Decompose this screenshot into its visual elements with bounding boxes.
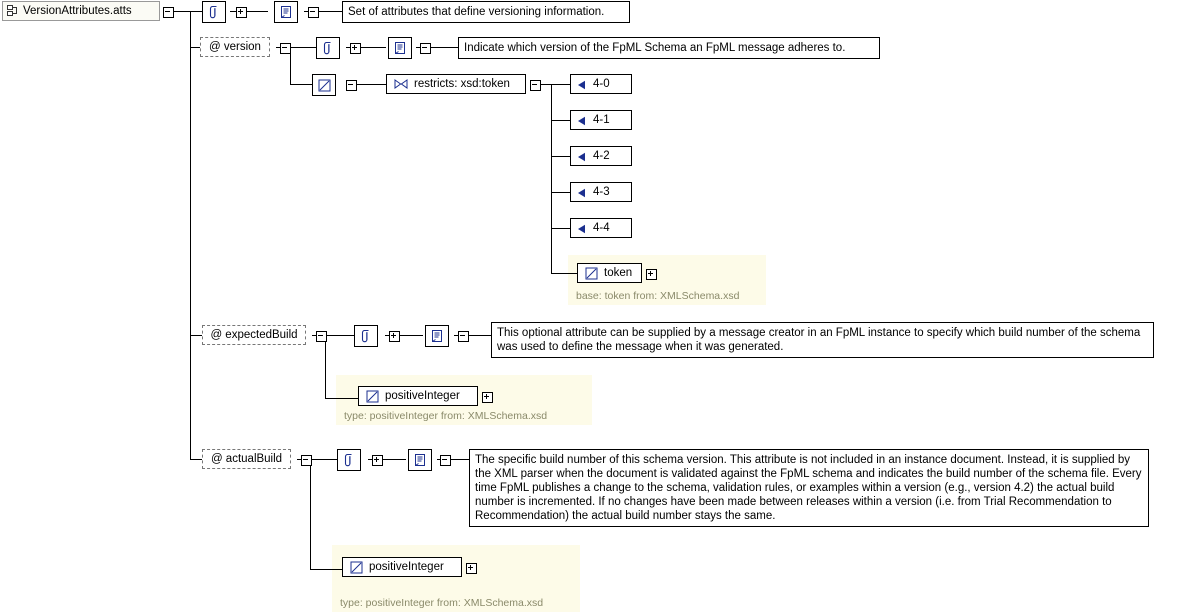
attribute-expectedbuild-label: @ expectedBuild [210,329,298,341]
attribute-expectedbuild[interactable] [202,325,306,345]
enum-value[interactable] [570,110,632,130]
actualbuild-type-label: positiveInteger [369,561,444,573]
connector [190,335,202,336]
connector [540,84,570,85]
documentation-icon[interactable] [425,325,449,347]
attribute-actualbuild-label: @ actualBuild [210,453,283,465]
expectedbuild-documentation: This optional attribute can be supplied by a message creator in an FpML instance to specify which build number of the schema was used to define the message when it was generated. [491,322,1154,358]
actualbuild-collapse-toggle[interactable] [301,455,312,466]
enumeration-icon [576,224,587,234]
enumeration-icon [576,116,587,126]
attribute-actualbuild[interactable] [202,449,291,469]
root-collapse-toggle[interactable] [163,7,174,18]
attribute-group-icon [7,5,18,17]
restriction-collapse-toggle[interactable] [530,80,541,91]
connector [310,569,342,570]
connector [190,459,202,460]
simple-type-icon [350,561,363,574]
enum-value-label: 4-2 [593,150,610,162]
connector [551,120,570,121]
annotation-icon[interactable] [316,37,340,59]
expectedbuild-collapse-toggle[interactable] [316,331,327,342]
enum-value-label: 4-1 [593,114,610,126]
connector [325,335,326,398]
connector [325,398,358,399]
actualbuild-type-node[interactable] [342,557,462,577]
annotation-expand-toggle[interactable] [372,455,383,466]
attribute-version[interactable] [200,37,270,57]
version-documentation: Indicate which version of the FpML Schema an FpML message adheres to. [458,37,880,59]
documentation-icon[interactable] [408,449,432,471]
documentation-collapse-toggle[interactable] [420,43,431,54]
actualbuild-type-expand-toggle[interactable] [466,563,477,574]
enum-value[interactable] [570,146,632,166]
connector [290,84,312,85]
expectedbuild-type-expand-toggle[interactable] [482,392,493,403]
simple-type-icon [366,390,379,403]
annotation-expand-toggle[interactable] [350,43,361,54]
enum-value[interactable] [570,74,632,94]
enumeration-icon [576,80,587,90]
enumeration-icon [576,188,587,198]
documentation-collapse-toggle[interactable] [458,331,469,342]
annotation-icon[interactable] [337,449,361,471]
expectedbuild-type-label: positiveInteger [385,390,460,402]
simple-type-icon [585,267,598,280]
enum-value-label: 4-3 [593,186,610,198]
simple-type-collapse-toggle[interactable] [346,80,357,91]
simple-type-icon[interactable] [312,74,336,96]
connector [551,273,577,274]
expectedbuild-type-caption: type: positiveInteger from: XMLSchema.xsd [344,410,548,422]
enum-value-label: 4-0 [593,78,610,90]
token-type-expand-toggle[interactable] [646,269,657,280]
connector [551,84,552,274]
root-label: VersionAttributes.atts [23,5,132,17]
attribute-version-label: @ version [209,41,261,53]
annotation-expand-toggle[interactable] [236,7,247,18]
enum-value[interactable] [570,218,632,238]
restriction-node[interactable] [386,74,526,94]
annotation-expand-toggle[interactable] [389,331,400,342]
annotation-icon[interactable] [354,325,378,347]
token-type-label: token [604,267,633,279]
actualbuild-type-caption: type: positiveInteger from: XMLSchema.xsd [340,597,544,609]
connector [551,156,570,157]
connector [551,192,570,193]
enum-value-label: 4-4 [593,222,610,234]
version-collapse-toggle[interactable] [280,43,291,54]
connector [310,459,311,569]
connector [172,11,202,12]
root-documentation: Set of attributes that define versioning information. [342,1,630,23]
token-type-caption: base: token from: XMLSchema.xsd [576,290,740,302]
documentation-icon[interactable] [388,37,412,59]
annotation-icon[interactable] [202,1,226,23]
enum-value[interactable] [570,182,632,202]
restriction-icon [394,79,408,89]
enumeration-icon [576,152,587,162]
expectedbuild-type-node[interactable] [358,386,478,406]
connector [190,11,191,459]
restriction-label: restricts: xsd:token [414,78,510,90]
connector [551,228,570,229]
documentation-collapse-toggle[interactable] [440,455,451,466]
actualbuild-type-panel [332,545,580,612]
documentation-icon[interactable] [274,1,298,23]
documentation-collapse-toggle[interactable] [308,7,319,18]
root-attribute-group[interactable] [2,1,160,21]
token-type-node[interactable] [577,263,642,283]
actualbuild-documentation: The specific build number of this schema version. This attribute is not included in an instance document. Instead, it is supplied by the XML parser when the document is validated against the FpML schema and indicates the build number of the schema file. Every time FpML publishes a change to the schema, validation rules, or examples within a version (e.g., version 4.2) the actual build number is incremented. If no changes have been made between releases within a version (i.e. from Trial Recommendation to Recommendation) the actual build number stays the same. [469,449,1149,527]
